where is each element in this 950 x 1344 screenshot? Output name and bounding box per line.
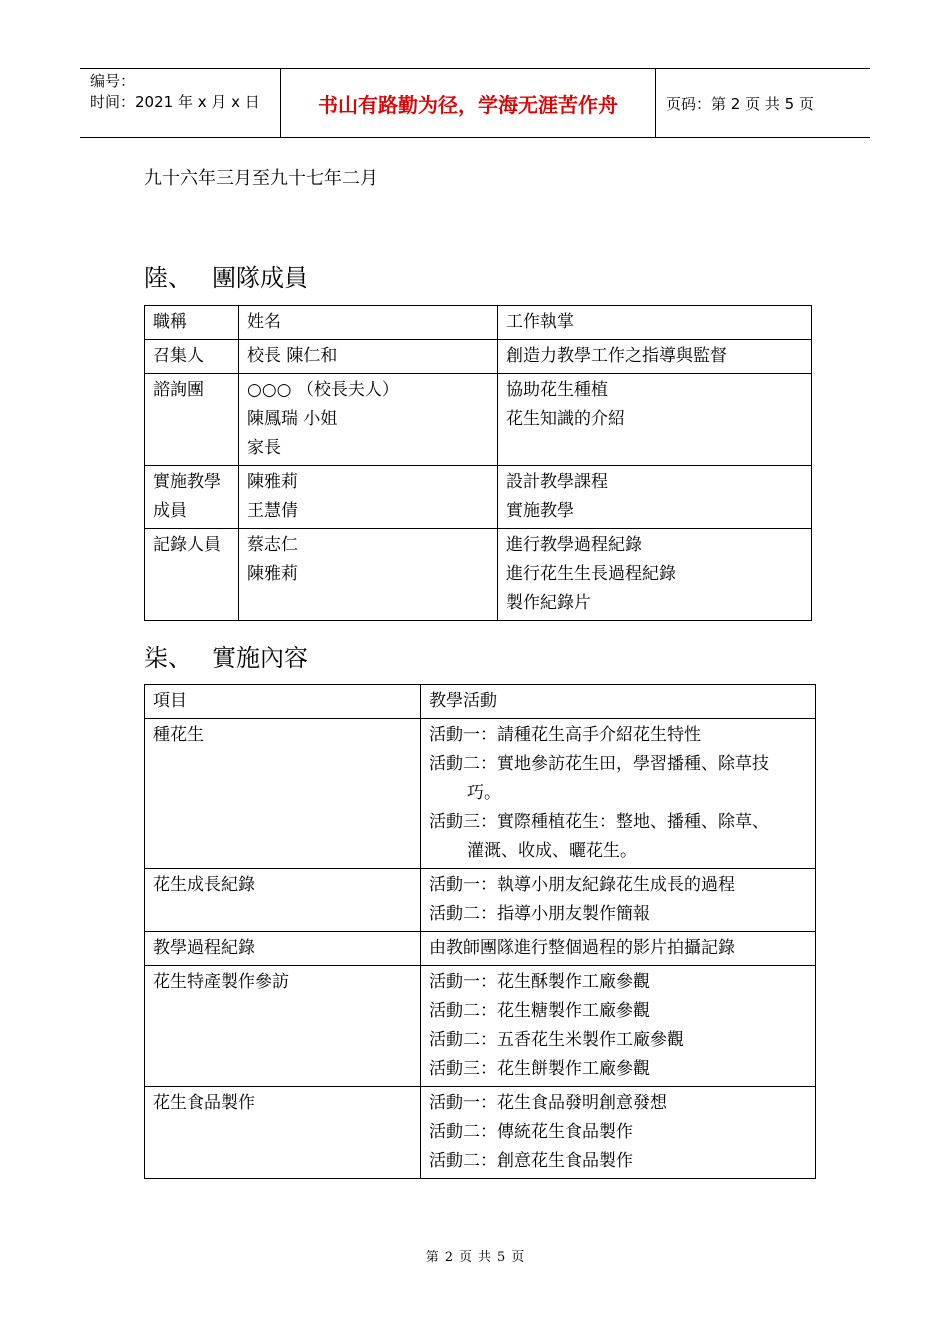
role-text: 召集人 <box>153 346 204 366</box>
item-cell: 花生食品製作 <box>145 1087 421 1179</box>
section-title: 團隊成員 <box>212 264 308 292</box>
table-row <box>145 374 812 466</box>
activity-text: 活動三：實際種植花生：整地、播種、除草、 <box>429 812 769 832</box>
section-heading-content <box>144 638 308 673</box>
duty-text: 創造力教學工作之指導與監督 <box>506 346 727 366</box>
footer-part: 第 <box>425 1250 439 1265</box>
name-text: 王慧倩 <box>247 501 298 521</box>
duty-text: 製作紀錄片 <box>506 593 591 613</box>
item-cell: 花生特產製作參訪 <box>145 966 421 1087</box>
role-cell <box>145 466 239 529</box>
activity-text: 巧。 <box>467 783 501 803</box>
footer-part: 页 <box>511 1250 525 1265</box>
duties-cell <box>498 340 812 374</box>
activity-text: 活動二：五香花生米製作工廠參觀 <box>429 1030 684 1050</box>
activity-text: 活動一：執導小朋友紀錄花生成長的過程 <box>429 875 735 895</box>
names-cell <box>239 374 498 466</box>
role-text: 諮詢團 <box>153 380 204 400</box>
footer-part: 共 <box>478 1250 492 1265</box>
activity-text: 活動三：花生餅製作工廠參觀 <box>429 1059 650 1079</box>
team-table <box>144 305 812 621</box>
item-cell: 花生成長紀錄 <box>145 869 421 932</box>
role-text: 實施教學 <box>153 472 221 492</box>
activity-text: 活動一：請種花生高手介紹花生特性 <box>429 725 701 745</box>
activity-text: 活動二：指導小朋友製作簡報 <box>429 904 650 924</box>
name-text: 陳鳳瑞 小姐 <box>247 409 338 429</box>
footer-part: 页 <box>458 1250 472 1265</box>
activity-text: 由教師團隊進行整個過程的影片拍攝記錄 <box>429 938 735 958</box>
duty-text: 進行教學過程紀錄 <box>506 535 642 555</box>
role-text: 記錄人員 <box>153 535 221 555</box>
table-row <box>145 466 812 529</box>
role-cell <box>145 529 239 621</box>
activity-text: 活動一：花生酥製作工廠參觀 <box>429 972 650 992</box>
motto: 书山有路勤为径，学海无涯苦作舟 <box>280 69 656 137</box>
header-row <box>145 306 812 340</box>
table-row <box>145 966 816 1087</box>
page-label: 页码：第 2 页 共 5 页 <box>666 94 814 113</box>
names-cell <box>239 529 498 621</box>
name-text: 陳雅莉 <box>247 472 298 492</box>
table-row <box>145 932 816 966</box>
activity-text: 灌溉、收成、曬花生。 <box>467 841 637 861</box>
column-header: 職稱 <box>145 306 239 340</box>
header-meta <box>80 69 280 137</box>
date-range: 九十六年三月至九十七年二月 <box>144 168 378 189</box>
activity-text: 活動一：花生食品發明創意發想 <box>429 1093 667 1113</box>
activity-text: 活動二：實地參訪花生田，學習播種、除草技 <box>429 754 769 774</box>
duty-text: 進行花生生長過程紀錄 <box>506 564 676 584</box>
activities-cell <box>421 869 816 932</box>
table-row <box>145 719 816 869</box>
activities-cell <box>421 1087 816 1179</box>
item-cell: 種花生 <box>145 719 421 869</box>
item-cell: 教學過程紀錄 <box>145 932 421 966</box>
activity-text: 活動二：創意花生食品製作 <box>429 1151 633 1171</box>
name-text: 蔡志仁 <box>247 535 298 555</box>
footer-part: 5 <box>497 1250 506 1265</box>
activities-cell <box>421 932 816 966</box>
names-cell <box>239 466 498 529</box>
header-row <box>145 685 816 719</box>
content-table <box>144 684 816 1179</box>
table-row <box>145 1087 816 1179</box>
duties-cell <box>498 374 812 466</box>
section-number: 柒、 <box>144 644 192 672</box>
table-row <box>145 529 812 621</box>
column-header: 姓名 <box>239 306 498 340</box>
name-text: 陳雅莉 <box>247 564 298 584</box>
role-cell <box>145 374 239 466</box>
section-title: 實施內容 <box>212 644 308 672</box>
name-text: 校長 陳仁和 <box>247 346 338 366</box>
role-cell <box>145 340 239 374</box>
column-header: 項目 <box>145 685 421 719</box>
duties-cell <box>498 529 812 621</box>
page-footer <box>0 1246 950 1265</box>
table-row <box>145 869 816 932</box>
names-cell <box>239 340 498 374</box>
name-text: ○○○ （校長夫人） <box>247 380 399 400</box>
activity-text: 活動二：花生糖製作工廠參觀 <box>429 1001 650 1021</box>
duties-cell <box>498 466 812 529</box>
table-row <box>145 340 812 374</box>
duty-text: 實施教學 <box>506 501 574 521</box>
duty-text: 花生知識的介紹 <box>506 409 625 429</box>
footer-part: 2 <box>444 1250 453 1265</box>
time-label: 时间：2021 年 x 月 x 日 <box>90 93 260 111</box>
column-header: 工作執掌 <box>498 306 812 340</box>
duty-text: 協助花生種植 <box>506 380 608 400</box>
section-number: 陸、 <box>144 264 192 292</box>
activities-cell <box>421 719 816 869</box>
activity-text: 活動二：傳統花生食品製作 <box>429 1122 633 1142</box>
section-heading-team <box>144 258 308 293</box>
page-header <box>80 68 870 138</box>
activities-cell <box>421 966 816 1087</box>
number-label: 编号： <box>90 72 136 90</box>
duty-text: 設計教學課程 <box>506 472 608 492</box>
name-text: 家長 <box>247 438 281 458</box>
column-header: 教學活動 <box>421 685 816 719</box>
role-text: 成員 <box>153 501 187 521</box>
